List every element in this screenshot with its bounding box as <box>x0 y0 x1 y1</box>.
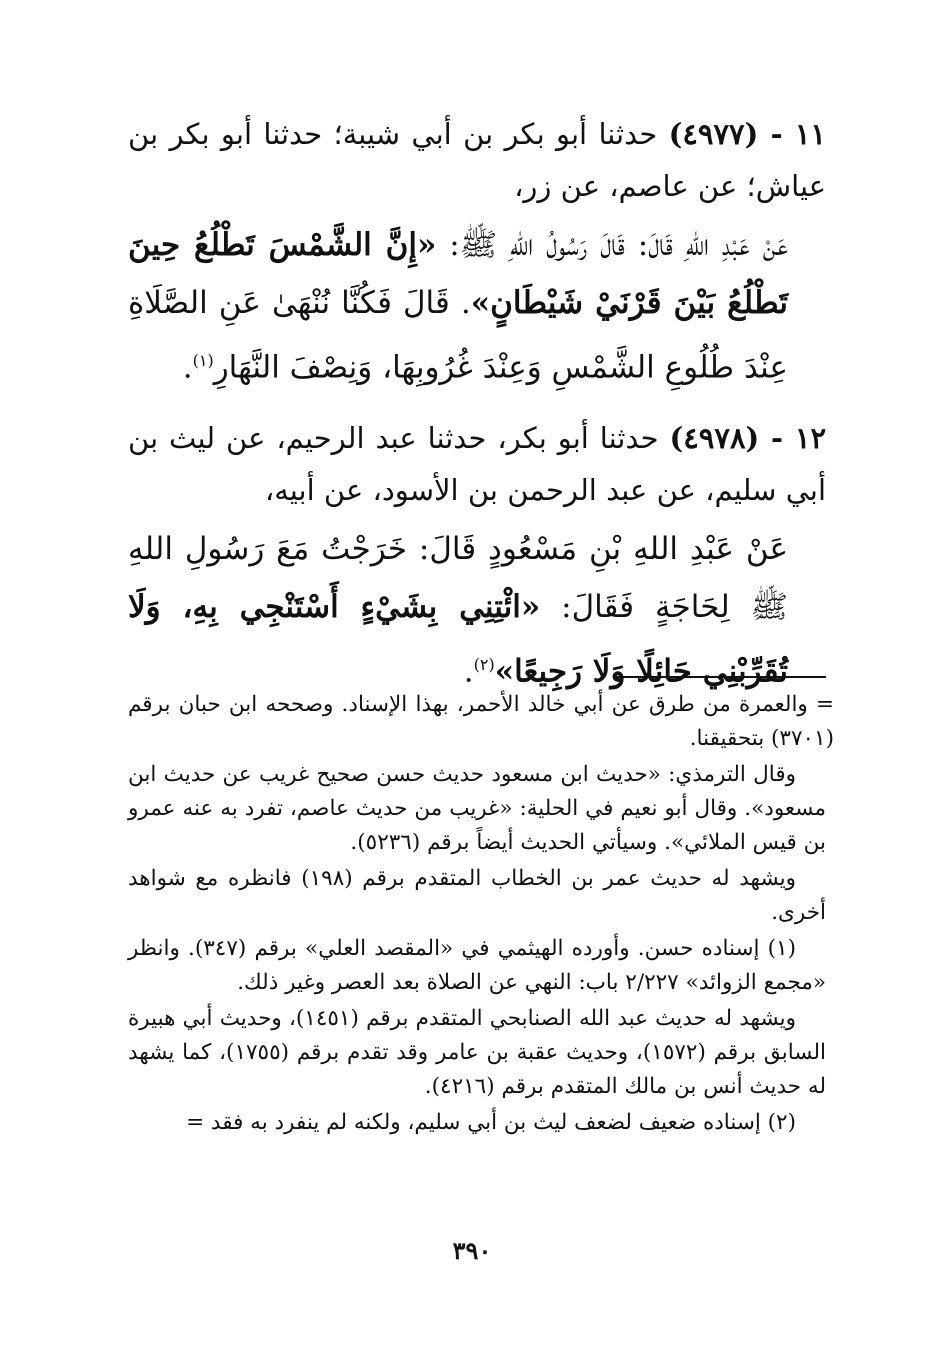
hadith-11-chain: حدثنا أبو بكر بن أبي شيبة؛ حدثنا أبو بكر بن عياش؛ عن عاصم، عن زر، <box>128 117 826 203</box>
footnote-paragraph: وقال الترمذي: «حديث ابن مسعود حديث حسن صحيح غريب عن حديث ابن مسعود». وقال أبو نعيم في الحلية: «غريب من حديث عاصم، تفرد به عنه عمرو بن قيس الملائي». وسيأتي الحديث أيضاً برقم (٥٢٣٦). <box>128 762 826 855</box>
hadith-12-matn-intro: عَنْ عَبْدِ اللهِ بْنِ مَسْعُودٍ قَالَ: خَرَجْتُ مَعَ رَسُولِ اللهِ ﷺ لِحَاجَةٍ فَقَالَ: <box>128 531 788 626</box>
footnote-ref-2: (٢) <box>473 655 495 675</box>
page-number: ٣٩٠ <box>452 1236 492 1265</box>
hadith-11-matn-intro: عَنْ عَبْدِ اللهِ قَالَ: قَالَ رَسُولُ اللهِ ﷺ: <box>449 227 788 263</box>
main-text <box>128 108 826 711</box>
footnote-paragraph: ويشهد له حديث عمر بن الخطاب المتقدم برقم (١٩٨) فانظره مع شواهد أخرى. <box>128 866 826 925</box>
footnote-2: (٢) إسناده ضعيف لضعف ليث بن أبي سليم، ولكنه لم ينفرد به فقد = <box>186 1110 796 1135</box>
hadith-12-end: . <box>463 653 474 690</box>
footnote-ref-1: (١) <box>192 351 214 370</box>
hadith-12-isnad <box>128 412 826 516</box>
footnote-paragraph: ويشهد له حديث عبد الله الصنابحي المتقدم برقم (١٤٥١)، وحديث أبي هبيرة السابق برقم (١٥٧٢)، وحديث عقبة بن عامر وقد تقدم برقم (١٧٥٥)، كما يشهد له حديث أنس بن مالك المتقدم برقم (٤٢١٦). <box>128 1006 827 1099</box>
hadith-11-end: . <box>182 349 193 386</box>
hadith-12-number: ١٢ - (٤٩٧٨) <box>669 421 827 456</box>
hadith-11-matn <box>128 216 826 396</box>
hadith-11-matn-rest: . قَالَ فَكُنَّا نُنْهَىٰ عَنِ الصَّلَاةِ عِنْدَ طُلُوعِ الشَّمْسِ وَعِنْدَ غُرُوبِهَا، وَنِصْفَ النَّهَارِ <box>128 285 788 386</box>
hadith-12-matn <box>128 520 826 700</box>
hadith-12-matn-quote: «ائْتِنِي بِشَيْءٍ أَسْتَنْجِي بِهِ، وَلَا تُقَرِّبْنِي حَائِلًا وَلَا رَجِيعًا» <box>128 589 788 690</box>
footnote-continuation: = والعمرة من طرق عن أبي خالد الأحمر، بهذا الإسناد. وصححه ابن حبان برقم (٣٧٠١) بتحقيقنا. <box>128 692 834 751</box>
hadith-11-number: ١١ - (٤٩٧٧) <box>668 117 826 151</box>
footnote-divider <box>614 676 826 678</box>
hadith-11-isnad <box>128 108 826 212</box>
hadith-12-chain: حدثنا أبو بكر، حدثنا عبد الرحيم، عن ليث بن أبي سليم، عن عبد الرحمن بن الأسود، عن أبيه، <box>128 421 826 508</box>
footnote-1: (١) إسناده حسن. وأورده الهيثمي في «المقصد العلي» برقم (٣٤٧). وانظر «مجمع الزوائد» ٢/٢٢٧ باب: النهي عن الصلاة بعد العصر وغير ذلك. <box>128 936 826 995</box>
footnotes <box>128 688 834 1142</box>
hadith-11-matn-quote: «إِنَّ الشَّمْسَ تَطْلُعُ حِينَ تَطْلُعُ بَيْنَ قَرْنَيْ شَيْطَانٍ» <box>128 227 788 321</box>
